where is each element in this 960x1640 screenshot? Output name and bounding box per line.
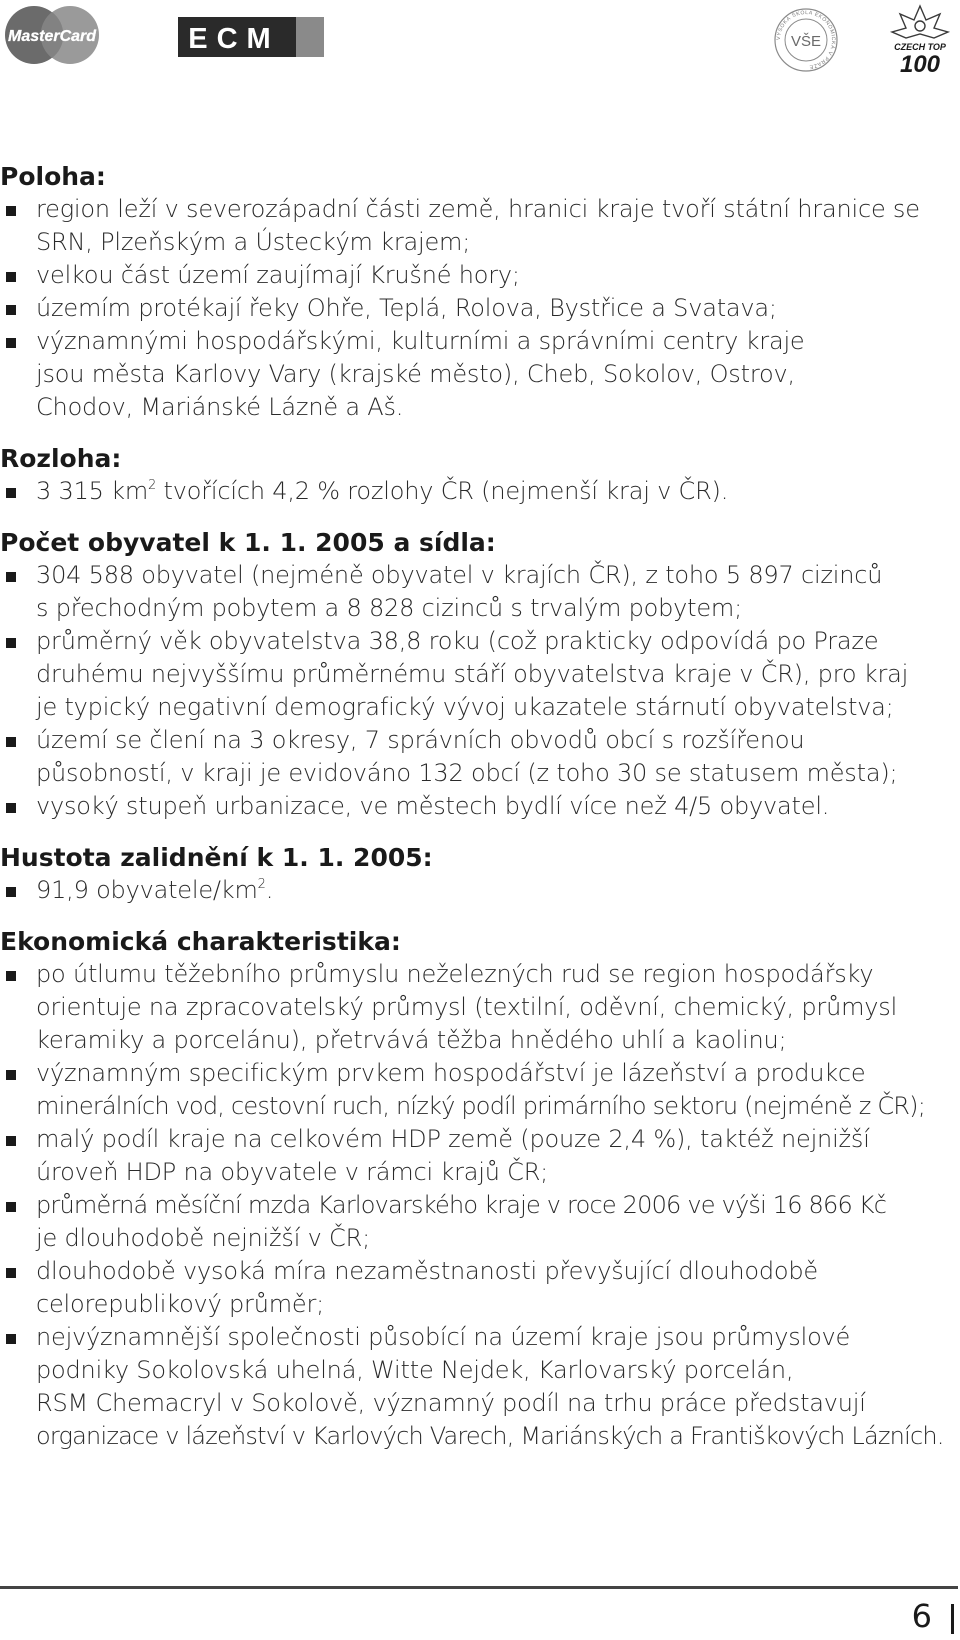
list-item-line: celorepublikový průměr; <box>36 1290 325 1318</box>
list-item-line: významnými hospodářskými, kulturními a správními centry kraje <box>36 327 805 355</box>
bullet-square-icon <box>6 1334 16 1344</box>
top100-label: CZECH TOP <box>894 42 946 52</box>
section-heading: Hustota zalidnění k 1. 1. 2005: <box>0 843 433 872</box>
bullet-list <box>0 874 958 907</box>
list-item <box>0 1321 958 1453</box>
bullet-square-icon <box>6 488 16 498</box>
list-item-line: keramiky a porcelánu), přetrvává těžba hnědého uhlí a kaolinu; <box>36 1026 787 1054</box>
bullet-square-icon <box>6 1136 16 1146</box>
bullet-list <box>0 475 958 508</box>
area-superscript: 2 <box>148 478 157 493</box>
list-item <box>0 874 958 907</box>
density-end: . <box>265 876 274 904</box>
bullet-square-icon <box>6 1268 16 1278</box>
density-superscript: 2 <box>257 877 266 892</box>
star-flower-icon <box>892 6 948 38</box>
czech-top-100-logo <box>884 2 956 74</box>
list-item <box>0 625 958 724</box>
list-item <box>0 1057 958 1123</box>
list-item-line: průměrný věk obyvatelstva 38,8 roku (což prakticky odpovídá po Praze <box>36 627 879 655</box>
list-item-line: orientuje na zpracovatelský průmysl (textilní, oděvní, chemický, průmysl <box>36 993 898 1021</box>
bullet-square-icon <box>6 572 16 582</box>
ecm-logo-text: ECM <box>188 23 280 55</box>
list-item <box>0 790 958 823</box>
vse-ring-text: VYSOKÁ ŠKOLA EKONOMICKÁ V PRAZE <box>775 9 837 70</box>
mastercard-logo <box>2 4 102 66</box>
bullet-square-icon <box>6 206 16 216</box>
logo-strip <box>0 0 960 80</box>
list-item-line: nejvýznamnější společnosti působící na území kraje jsou průmyslové <box>36 1323 851 1351</box>
section-area <box>0 442 958 508</box>
list-item-line: s přechodným pobytem a 8 828 cizinců s trvalým pobytem; <box>36 594 743 622</box>
top100-number: 100 <box>899 51 941 74</box>
list-item-line: po útlumu těžebního průmyslu neželezných rud se region hospodářsky <box>36 960 874 988</box>
bullet-square-icon <box>6 638 16 648</box>
ecm-logo <box>178 17 324 57</box>
list-item-line: působností, v kraji je evidováno 132 obcí (z toho 30 se statusem města); <box>36 759 898 787</box>
section-location <box>0 160 958 424</box>
bullet-square-icon <box>6 737 16 747</box>
list-item-line: druhému nejvyššímu průměrnému stáří obyvatelstva kraje v ČR), pro kraj <box>36 660 909 688</box>
area-value: 3 315 km <box>36 477 149 505</box>
list-item <box>0 292 958 325</box>
bullet-square-icon <box>6 887 16 897</box>
list-item-line: vysoký stupeň urbanizace, ve městech bydlí více než 4/5 obyvatel. <box>36 792 830 820</box>
list-item <box>0 1255 958 1321</box>
area-line <box>36 475 958 508</box>
bullet-square-icon <box>6 971 16 981</box>
section-heading: Ekonomická charakteristika: <box>0 927 401 956</box>
list-item-line: organizace v lázeňství v Karlových Varech, Mariánských a Františkových Lázních. <box>36 1422 944 1450</box>
bullet-square-icon <box>6 803 16 813</box>
bullet-square-icon <box>6 1202 16 1212</box>
list-item-line: region leží v severozápadní části země, hranici kraje tvoří státní hranice se <box>36 195 920 223</box>
list-item <box>0 259 958 292</box>
list-item-line: RSM Chemacryl v Sokolově, významný podíl na trhu práce představují <box>36 1389 866 1417</box>
list-item <box>0 475 958 508</box>
section-density <box>0 841 958 907</box>
list-item-line: významným specifickým prvkem hospodářství je lázeňství a produkce <box>36 1059 866 1087</box>
list-item-line: území se člení na 3 okresy, 7 správních obvodů obcí s rozšířenou <box>36 726 805 754</box>
list-item-line: úroveň HDP na obyvatele v rámci krajů ČR; <box>36 1158 549 1186</box>
list-item <box>0 724 958 790</box>
bullet-square-icon <box>6 1070 16 1080</box>
bullet-list <box>0 958 958 1453</box>
bullet-list <box>0 559 958 823</box>
section-heading: Rozloha: <box>0 444 122 473</box>
list-item-line: 304 588 obyvatel (nejméně obyvatel v krajích ČR), z toho 5 897 cizinců <box>36 561 883 589</box>
page-number: 6 <box>911 1597 932 1635</box>
footer-divider <box>0 1586 958 1589</box>
list-item <box>0 1189 958 1255</box>
bullet-square-icon <box>6 305 16 315</box>
list-item-line: jsou města Karlovy Vary (krajské město), Cheb, Sokolov, Ostrov, <box>36 360 795 388</box>
vse-logo-text: VŠE <box>790 33 822 50</box>
list-item-line: je dlouhodobě nejnižší v ČR; <box>36 1224 370 1252</box>
list-item <box>0 193 958 259</box>
bullet-square-icon <box>6 272 16 282</box>
bullet-list <box>0 193 958 424</box>
list-item-line: průměrná měsíční mzda Karlovarského kraje v roce 2006 ve výši 16 866 Kč <box>36 1191 887 1219</box>
list-item <box>0 325 958 424</box>
list-item-line: dlouhodobě vysoká míra nezaměstnanosti převyšující dlouhodobě <box>36 1257 818 1285</box>
list-item <box>0 559 958 625</box>
section-heading: Poloha: <box>0 162 106 191</box>
bullet-square-icon <box>6 338 16 348</box>
list-item-line: velkou část území zaujímají Krušné hory; <box>36 261 520 289</box>
list-item-line: malý podíl kraje na celkovém HDP země (pouze 2,4 %), taktéž nejnižší <box>36 1125 870 1153</box>
section-economy <box>0 925 958 1453</box>
document-body <box>0 160 958 1471</box>
area-description: tvořících 4,2 % rozlohy ČR (nejmenší kraj v ČR). <box>156 477 729 505</box>
mastercard-logo-text: MasterCard <box>7 28 97 45</box>
vse-logo <box>770 6 842 74</box>
density-line <box>36 874 958 907</box>
density-value: 91,9 obyvatele/km <box>36 876 258 904</box>
page-number-bar <box>951 1604 954 1634</box>
list-item-line: minerálních vod, cestovní ruch, nízký podíl primárního sektoru (nejméně z ČR); <box>36 1092 926 1120</box>
list-item <box>0 1123 958 1189</box>
section-heading: Počet obyvatel k 1. 1. 2005 a sídla: <box>0 528 496 557</box>
section-population <box>0 526 958 823</box>
list-item-line: Chodov, Mariánské Lázně a Aš. <box>36 393 404 421</box>
list-item <box>0 958 958 1057</box>
list-item-line: územím protékají řeky Ohře, Teplá, Rolova, Bystřice a Svatava; <box>36 294 777 322</box>
list-item-line: podniky Sokolovská uhelná, Witte Nejdek, Karlovarský porcelán, <box>36 1356 794 1384</box>
list-item-line: je typický negativní demografický vývoj ukazatele stárnutí obyvatelstva; <box>36 693 894 721</box>
list-item-line: SRN, Plzeňským a Ústeckým krajem; <box>36 228 471 256</box>
